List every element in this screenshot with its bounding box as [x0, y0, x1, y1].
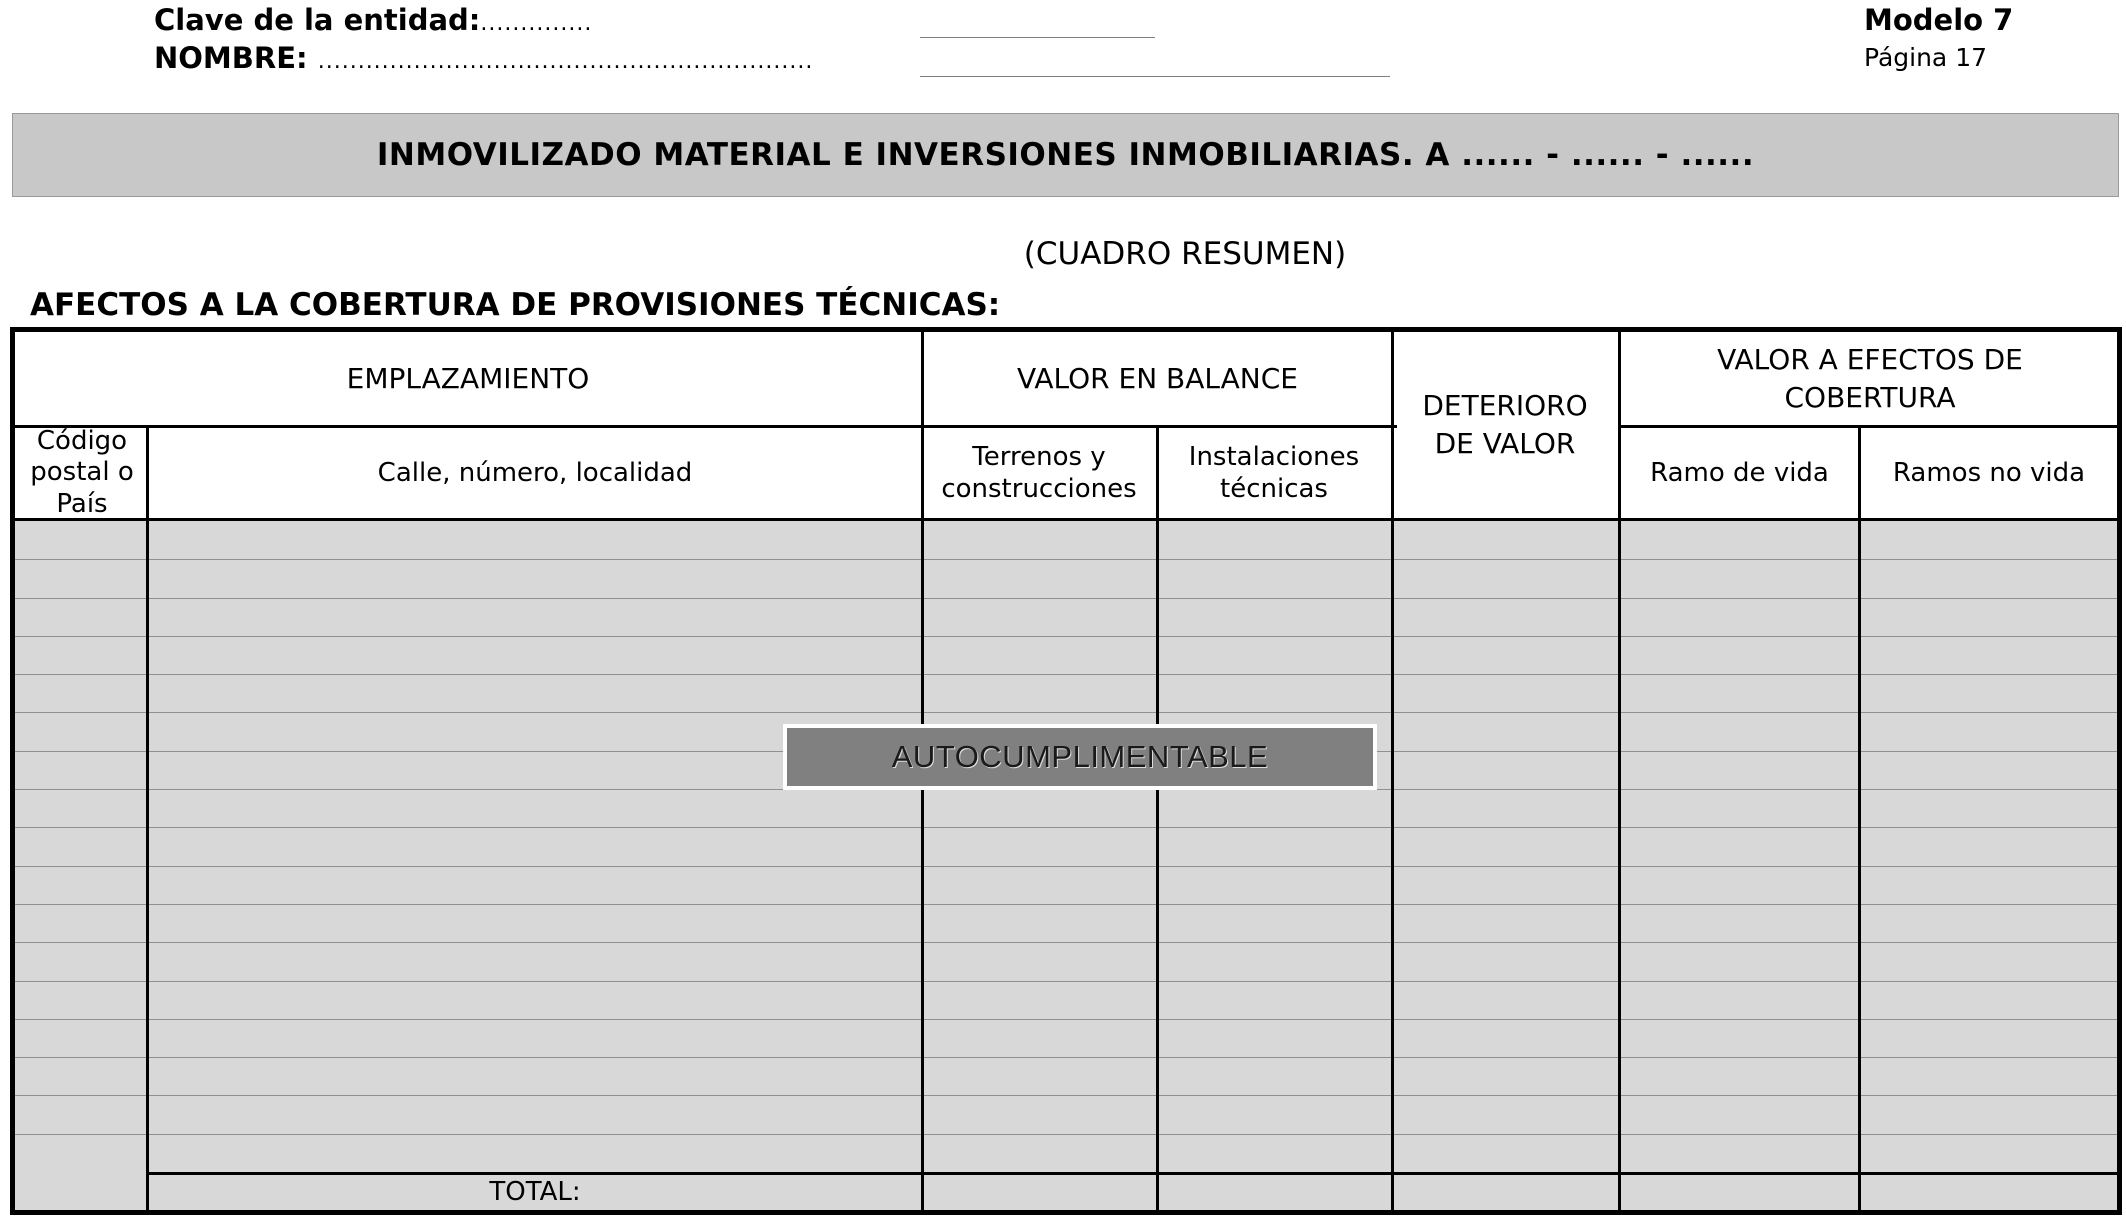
table-row-line — [15, 942, 2117, 943]
col-line-3 — [1156, 425, 1159, 1210]
clave-entidad-value[interactable]: .............. — [480, 11, 593, 36]
header-ramos-no-vida: Ramos no vida — [1892, 457, 2086, 488]
header-valor-balance: VALOR EN BALANCE — [1017, 361, 1298, 395]
table-row-line — [15, 559, 2117, 560]
header-deterioro: DETERIORO DE VALOR — [1422, 389, 1588, 460]
total-label: TOTAL: — [489, 1177, 581, 1208]
nombre-label: NOMBRE: — [154, 41, 308, 75]
clave-entidad-label: Clave de la entidad: — [154, 3, 481, 37]
section-heading: AFECTOS A LA COBERTURA DE PROVISIONES TÉCNICAS: — [30, 287, 1001, 323]
autocumplimentable-stamp — [783, 724, 1377, 790]
table-row-line — [15, 598, 2117, 599]
table-row-line — [15, 1019, 2117, 1020]
table-row-line — [15, 866, 2117, 867]
table-row-line — [15, 674, 2117, 675]
nombre-entidad — [154, 41, 813, 75]
col-line-6 — [1858, 425, 1861, 1210]
table-row-line — [15, 636, 2117, 637]
form-title: INMOVILIZADO MATERIAL E INVERSIONES INMOBILIARIAS. A ...... - ...... - ...... — [376, 137, 1755, 173]
table-row-line — [15, 904, 2117, 905]
header-calle: Calle, número, localidad — [377, 457, 693, 488]
header-valor-cobertura: VALOR A EFECTOS DE COBERTURA — [1717, 342, 2023, 414]
table-row-line — [15, 981, 2117, 982]
form-title-bar — [12, 113, 2119, 197]
page-number: Página 17 — [1864, 43, 1988, 72]
header-instalaciones: Instalaciones técnicas — [1188, 441, 1360, 504]
subtitle: (CUADRO RESUMEN) — [1023, 236, 1347, 272]
header-emplazamiento: EMPLAZAMIENTO — [346, 361, 590, 395]
header-bottom-line — [15, 518, 2117, 521]
table-row-line — [15, 1095, 2117, 1096]
nombre-value[interactable]: .............................................................. — [317, 49, 814, 74]
clave-entidad — [154, 3, 592, 37]
modelo-label: Modelo 7 — [1864, 3, 2014, 37]
table-row-line — [15, 1057, 2117, 1058]
table-row-line — [15, 827, 2117, 828]
blank-underline-short — [920, 37, 1155, 38]
blank-underline-long — [920, 76, 1390, 77]
header-terrenos: Terrenos y construcciones — [941, 441, 1137, 504]
table-row-line — [15, 1134, 2117, 1135]
col-line-1 — [146, 425, 149, 1210]
col-line-4 — [1391, 332, 1394, 1210]
header-ramo-vida: Ramo de vida — [1650, 457, 1829, 488]
autocumplimentable-label: AUTOCUMPLIMENTABLE — [787, 728, 1373, 786]
header-codigo-postal: Código postal o País — [30, 428, 134, 518]
table-row-line — [15, 712, 2117, 713]
